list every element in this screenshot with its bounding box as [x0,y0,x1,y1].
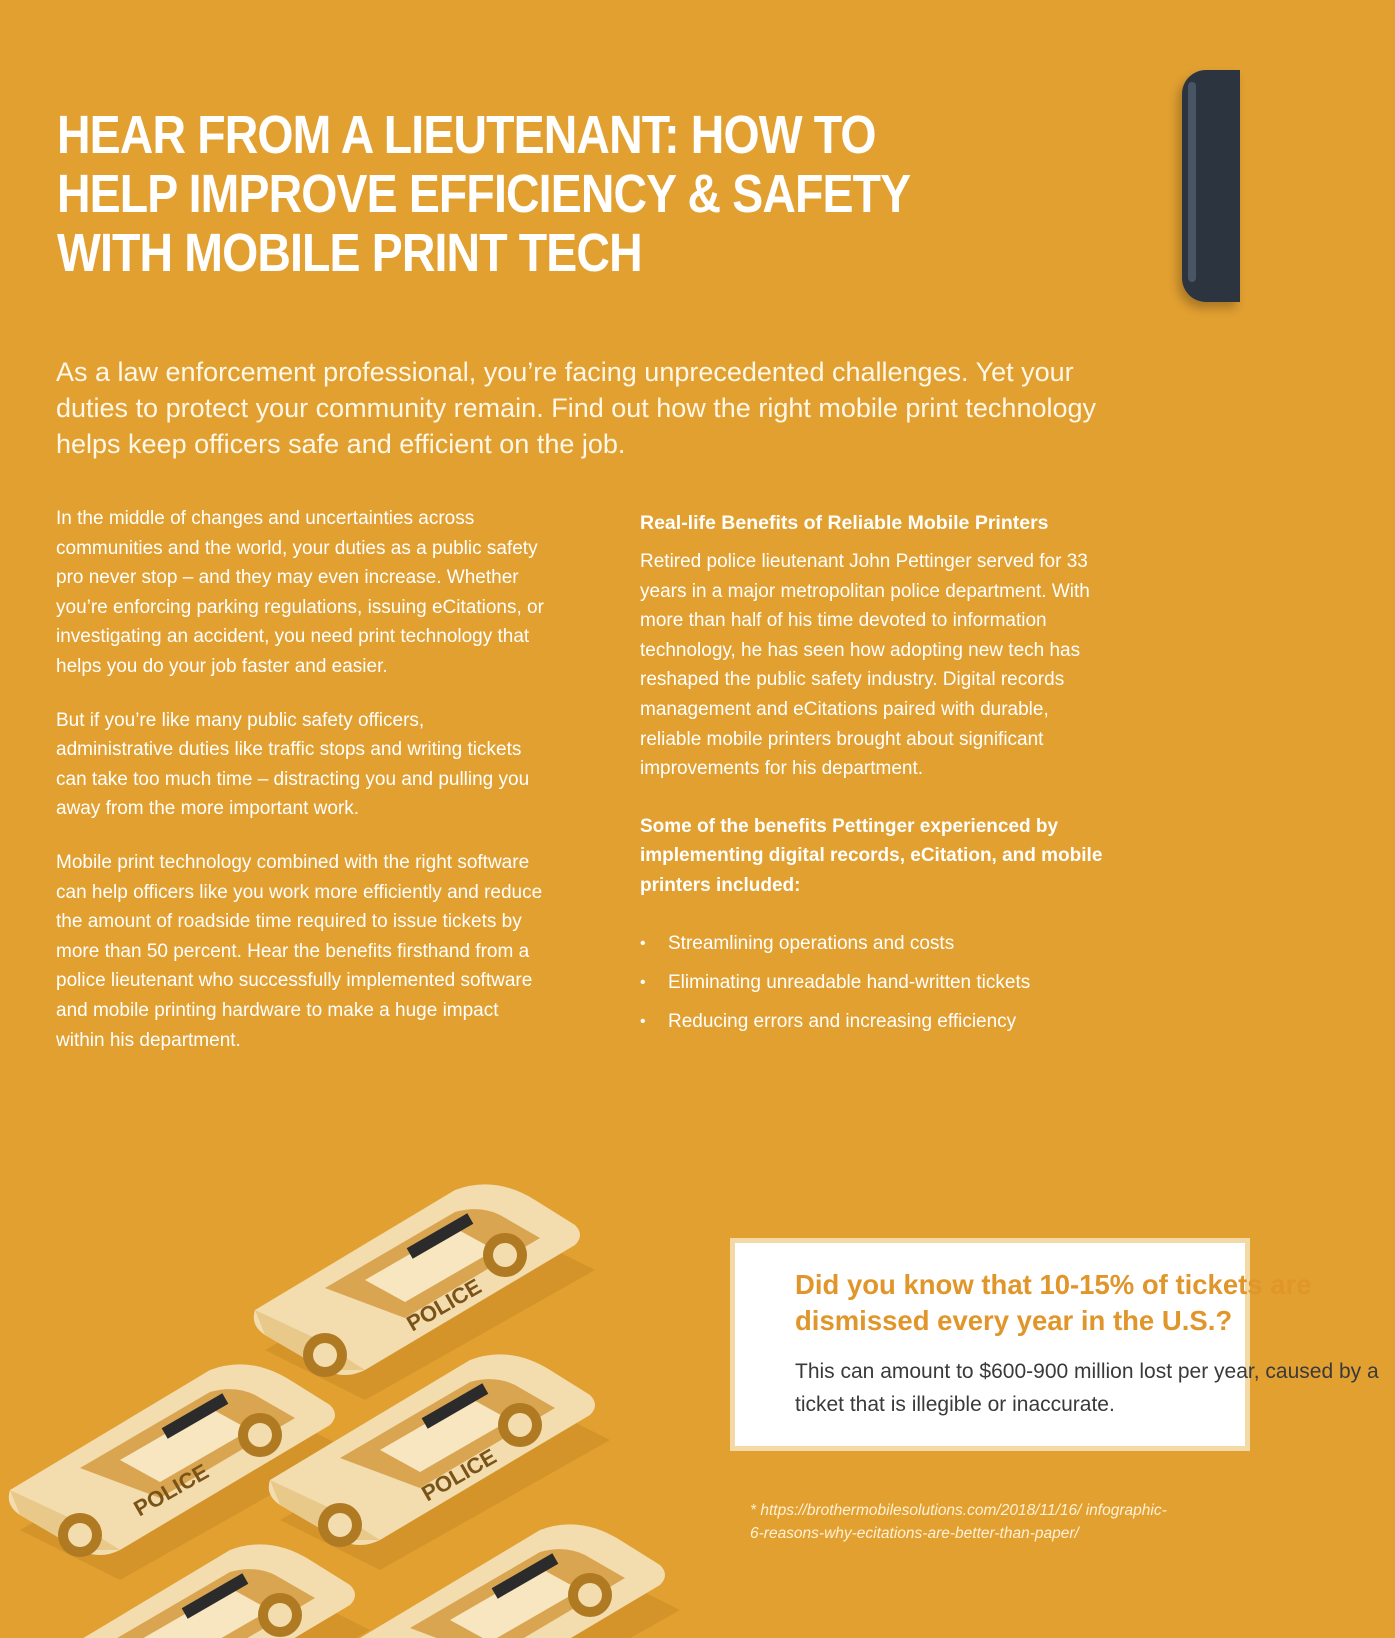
left-paragraph-2: But if you’re like many public safety officers, administrative duties like traffic stops and writing tickets can take too much time – distracting you and pulling you away from the more important work. [56,709,530,820]
benefit-item: • Reducing errors and increasing efficiency [640,1007,1110,1037]
benefits-lead: Some of the benefits Pettinger experienced by implementing digital records, eCitation, and mobile printers included: [640,815,1103,896]
left-column [56,504,546,1079]
source-footnote: * https://brothermobilesolutions.com/2018/11/16/ infographic-6-reasons-why-ecitations-are-better-than-paper/ [750,1502,1167,1542]
stat-callout-box [730,1238,1379,1451]
benefit-item: • Streamlining operations and costs [640,929,1110,959]
left-paragraph-1: In the middle of changes and uncertainties across communities and the world, your duties as a public safety pro never stop – and they may even increase. Whether you’re enforcing parking regulations, issuing eCitations, or investigating an accident, you need print technology that helps you do your job faster and easier. [56,508,544,677]
page-title: HEAR FROM A LIEUTENANT: HOW TO HELP IMPROVE EFFICIENCY & SAFETY WITH MOBILE PRINT TECH [57,105,910,283]
benefits-body: Retired police lieutenant John Pettinger served for 33 years in a major metropolitan police department. With more than half of his time devoted to information technology, he has seen how adopting new tech has reshaped the public safety industry. Digital records management and eCitations paired with durable, reliable mobile printers brought about significant improvements for his department. [640,551,1090,780]
police-car-label: POLICE [402,1273,486,1337]
intro-paragraph: As a law enforcement professional, you’re facing unprecedented challenges. Yet your duties to protect your community remain. Find out how the right mobile print technology helps keep officers safe and efficient on the job. [56,357,1097,459]
callout-question: Did you know that 10-15% of tickets are dismissed every year in the U.S.? [795,1269,1312,1336]
benefits-heading: Real-life Benefits of Reliable Mobile Printers [640,512,1049,534]
police-car-label: POLICE [417,1443,501,1507]
police-car-label: POLICE [129,1458,213,1522]
left-paragraph-3: Mobile print technology combined with the right software can help officers like you work more efficiently and reduce the amount of roadside time required to issue tickets by more than 50 percent. Hear the benefits firsthand from a police lieutenant who successfully implemented software and mobile printing hardware to make a huge impact within his department. [56,851,543,1051]
callout-answer: This can amount to $600-900 million lost per year, caused by a ticket that is illegible or inaccurate. [795,1360,1379,1416]
benefits-list [640,929,1110,1037]
benefit-item: • Eliminating unreadable hand-written tickets [640,968,1110,998]
phone-device-edge [1182,70,1240,302]
police-cars-illustration [0,1170,640,1638]
right-column [640,510,1110,1046]
